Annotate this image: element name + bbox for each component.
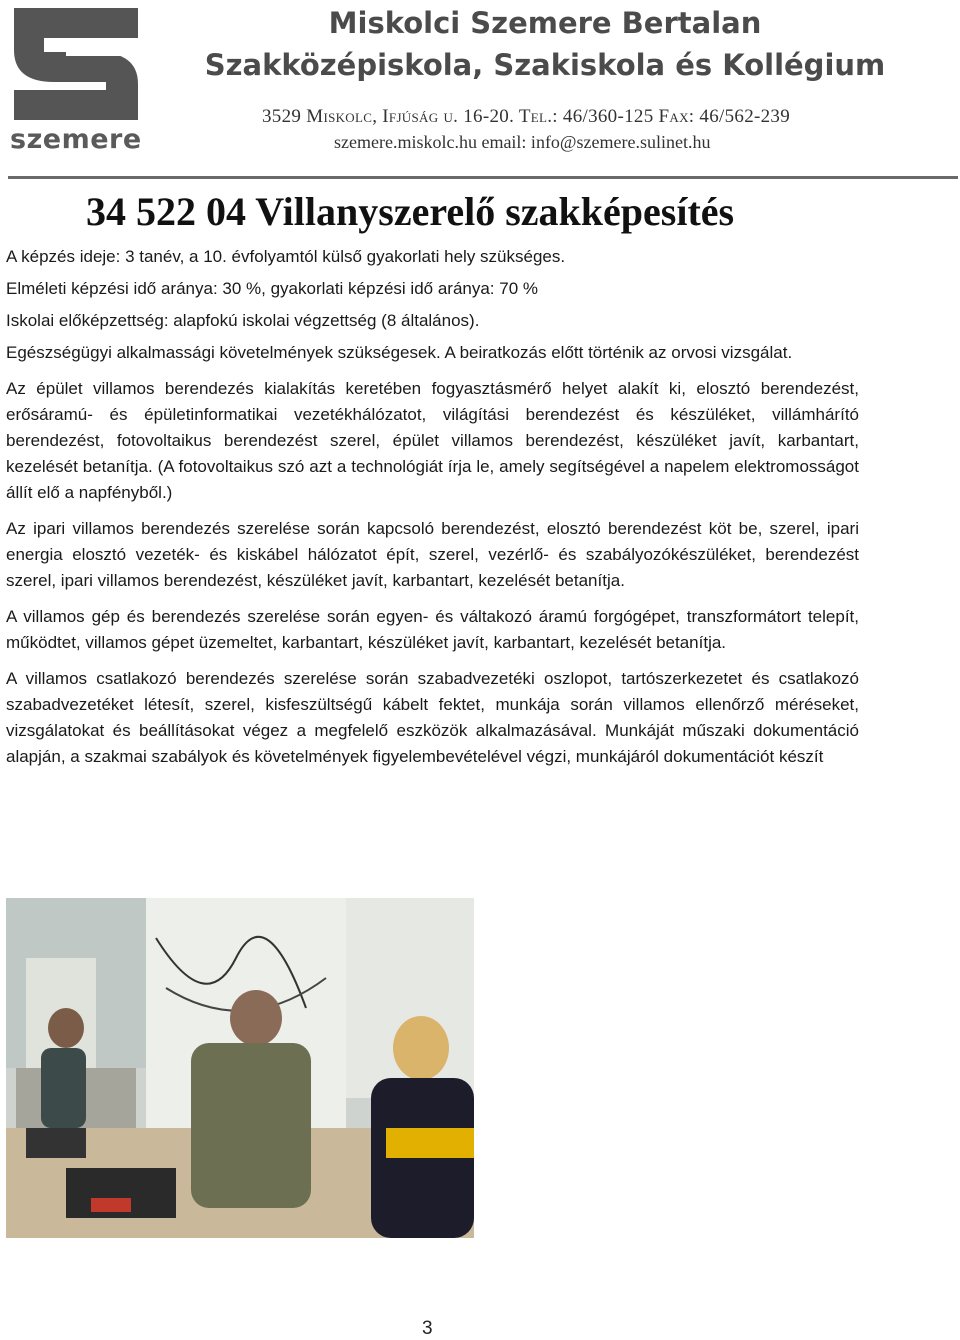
logo-wordmark: szemere: [10, 124, 142, 155]
paragraph-training-ratio: Elméleti képzési idő aránya: 30 %, gyakorlati képzési idő aránya: 70 %: [6, 279, 539, 298]
school-name-line2: Szakközépiskola, Szakiskola és Kollégium: [204, 48, 886, 82]
paragraph-training-duration: A képzés ideje: 3 tanév, a 10. évfolyamtól külső gyakorlati hely szükséges.: [6, 247, 566, 266]
school-name-line1: Miskolci Szemere Bertalan: [328, 6, 762, 40]
school-contact: szemere.miskolc.hu email: info@szemere.sulinet.hu: [334, 132, 711, 152]
paragraph-machine-installation: A villamos gép és berendezés szerelése során egyen- és váltakozó áramú forgógépet, transzformátort telepít, működtet, villamos gépet üzemeltet, karbantart, készüléket javít, karbantart, kezelését betanítja.: [6, 607, 859, 652]
letterhead: [0, 0, 960, 180]
page-title: 34 522 04 Villanyszerelő szakképesítés: [86, 189, 735, 234]
document-body: [6, 244, 859, 780]
paragraph-connection-installation: A villamos csatlakozó berendezés szerelése során szabadvezetéki oszlopot, tartószerkezetet és csatlakozó szabadvezetéket létesít, szerel, kisfeszültségű kábelt fektet, munkája során villamos ellenőrző méréseket, vizsgálatokat és beállításokat végez a megfelelő eszközök alkalmazásával. Munkáját műszaki dokumentáció alapján, a szakmai szabályok és követelmények figyelembevételével végzi, munkájáról dokumentációt készít: [6, 669, 859, 766]
header-divider: [8, 176, 958, 179]
workshop-photo: [6, 898, 474, 1238]
paragraph-building-installation: Az épület villamos berendezés kialakítás keretében fogyasztásmérő helyet alakít ki, elosztó berendezést, erősáramú- és épületinformatikai vezetékhálózatot, világítási berendezést és készüléket, villámhárító berendezést, fotovoltaikus berendezést szerel, épület villamos berendezést, készüléket javít, karbantart, kezelését betanítja. (A fotovoltaikus szó azt a technológiát írja le, amely segítségével a napelem elektromosságot állít elő a napfényből.): [6, 379, 859, 502]
paragraph-industrial-installation: Az ipari villamos berendezés szerelése során kapcsoló berendezést, elosztó berendezést köt be, szerel, ipari energia elosztó vezeték- és kiskábel hálózatot épít, szerel, vezérlő- és szabályozókészüléket, berendezést szerel, ipari villamos berendezést, készüléket javít, karbantart, kezelését betanítja.: [6, 519, 859, 590]
paragraph-health-requirements: Egészségügyi alkalmassági követelmények szükségesek. A beiratkozás előtt történik az orvosi vizsgálat.: [6, 343, 793, 362]
page-number: 3: [422, 1318, 433, 1339]
paragraph-prerequisite: Iskolai előképzettség: alapfokú iskolai végzettség (8 általános).: [6, 311, 480, 330]
school-address: 3529 Miskolc, Ifjúság u. 16-20. Tel.: 46/360-125 Fax: 46/562-239: [262, 106, 791, 127]
